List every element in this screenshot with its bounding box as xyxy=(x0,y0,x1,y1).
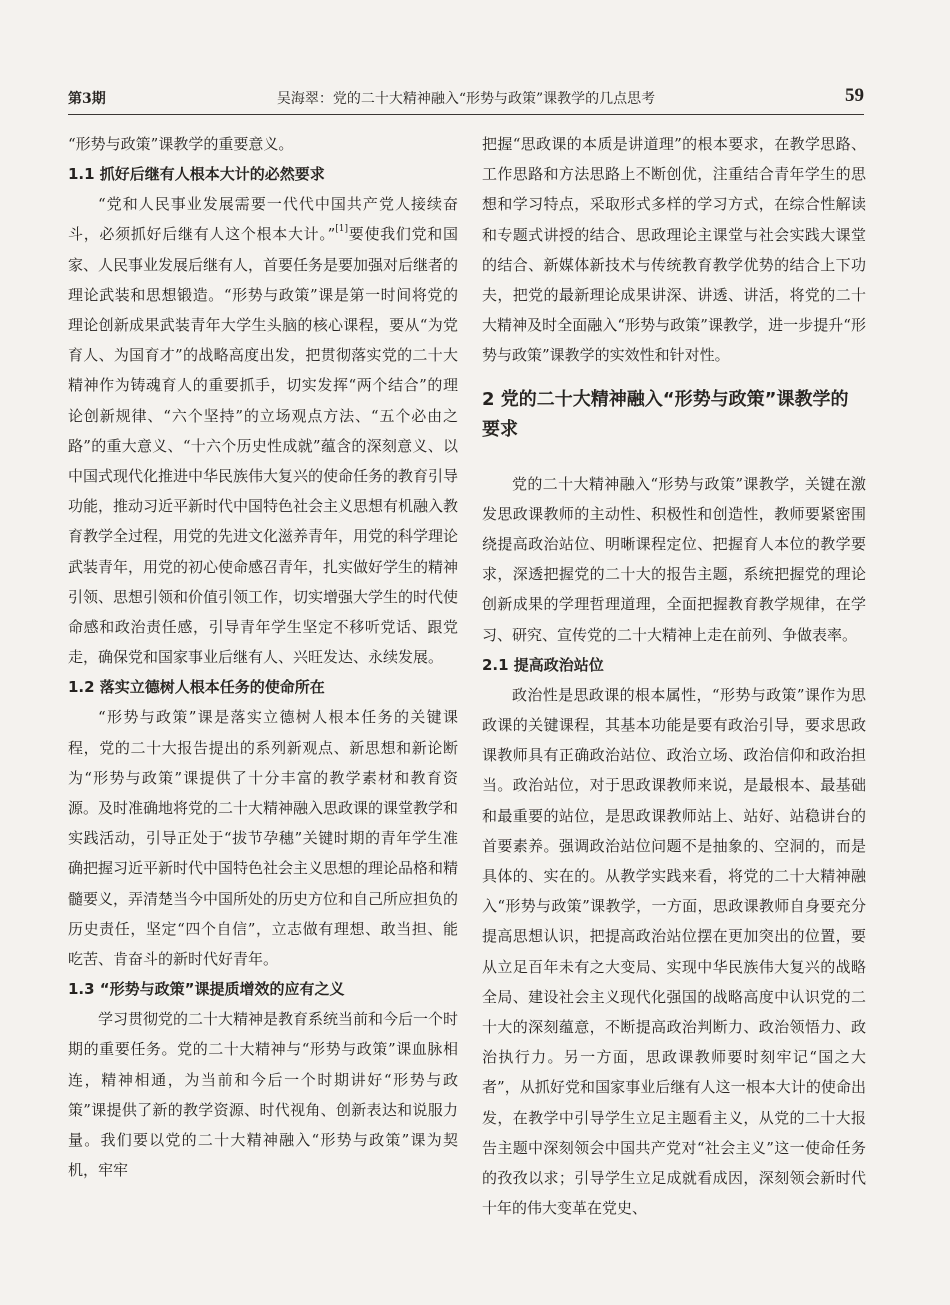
running-title: 吴海翠：党的二十大精神融入“形势与政策”课教学的几点思考 xyxy=(276,91,656,107)
paragraph-continued: “形势与政策”课教学的重要意义。 xyxy=(68,135,294,153)
running-header xyxy=(68,85,864,115)
paragraph-2-1: 政治性是思政课的根本属性，“形势与政策”课作为思政课的关键课程，其基本功能是要有政治引导，要求思政课教师具有正确政治站位、政治立场、政治信仰和政治担当。政治站位，对于思政课教师来说，是最根本、最基础和最重要的站位，是思政课教师站上、站好、站稳讲台的首要素养。强调政治站位问题不是抽象的、空洞的，而是具体的、实在的。从教学实践来看，将党的二十大精神融入“形势与政策”课教学，一方面，思政课教师自身要充分提高思想认识，把提高政治站位摆在更加突出的位置，要从立足百年未有之大变局、实现中华民族伟大复兴的战略全局、建设社会主义现代化强国的战略高度中认识党的二十大的深刻蕴意，不断提高政治判断力、政治领悟力、政治执行力。另一方面，思政课教师要时刻牢记“国之大者”，从抓好党和国家事业后继有人这一根本大计的使命出发，在教学中引导学生立足主题看主义，从党的二十大报告主题中深刻领会中国共产党对“社会主义”这一使命任务的孜孜以求；引导学生立足成就看成因，深刻领会新时代十年的伟大变革在党史、 xyxy=(482,685,866,1218)
paragraph-text: 要使我们党和国家、人民事业发展后继有人，首要任务是要加强对后继者的理论武装和思想锻造。“形势与政策”课是第一时间将党的理论创新成果武装青年大学生头脑的核心课程，要从“为党育人、为国育才”的战略高度出发，把贯彻落实党的二十大精神作为铸魂育人的重要抓手，切实发挥“两个结合”的理论创新规律、“六个坚持”的立场观点方法、“五个必由之路”的重大意义、“十六个历史性成就”蕴含的深刻意义、以中国式现代化推进中华民族伟大复兴的使命任务的教育引导功能，推动习近平新时代中国特色社会主义思想有机融入教育教学全过程，用党的先进文化滋养青年，用党的科学理论武装青年，用党的初心使命感召青年，扎实做好学生的精神引领、思想引领和价值引领工作，切实增强大学生的时代使命感和政治责任感，引导青年学生坚定不移听党话、跟党走，确保党和国家事业后继有人、兴旺发达、永续发展。 xyxy=(68,225,459,667)
citation-ref: [1] xyxy=(335,224,349,235)
section-heading-1-1: 1.1 抓好后继有人根本大计的必然要求 xyxy=(68,165,325,184)
paragraph-1-3: 学习贯彻党的二十大精神是教育系统当前和今后一个时期的重要任务。党的二十大精神与“形势与政策”课血脉相连，精神相通，为当前和今后一个时期讲好“形势与政策”课提供了新的教学资源、时代视角、创新表达和说服力量。我们要以党的二十大精神融入“形势与政策”课为契机，牢牢 xyxy=(68,1010,459,1180)
right-column xyxy=(482,129,866,1224)
paragraph-1-2: “形势与政策”课是落实立德树人根本任务的关键课程，党的二十大报告提出的系列新观点、新思想和新论断为“形势与政策”课提供了十分丰富的教学素材和教育资源。及时准确地将党的二十大精神融入思政课的课堂教学和实践活动，引导正处于“拔节孕穗”关键时期的青年学生准确把握习近平新时代中国特色社会主义思想的理论品格和精髓要义，弄清楚当今中国所处的历史方位和自己所应担负的历史责任，坚定“四个自信”，立志做有理想、敢当担、能吃苦、肯奋斗的新时代好青年。 xyxy=(68,708,459,969)
chapter-heading-2: 2 党的二十大精神融入“形势与政策”课教学的要求 xyxy=(482,388,849,440)
paragraph-2: 党的二十大精神融入“形势与政策”课教学，关键在激发思政课教师的主动性、积极性和创造性，教师要紧密围绕提高政治站位、明晰课程定位、把握育人本位的教学要求，深透把握党的二十大的报告主题，系统把握党的理论创新成果的学理哲理道理，全面把握教育教学规律，在学习、研究、宣传党的二十大精神上走在前列、争做表率。 xyxy=(482,474,866,644)
section-heading-1-2: 1.2 落实立德树人根本任务的使命所在 xyxy=(68,678,325,697)
page-number: 59 xyxy=(845,85,864,106)
left-column xyxy=(68,129,458,1186)
quote-text: “党和人民事业发展需要一代代中国共产党人接续奋斗，必须抓好后继有人这个根本大计。” xyxy=(68,195,458,244)
issue-number: 第3期 xyxy=(68,91,106,107)
paragraph-1-1 xyxy=(68,189,458,672)
section-heading-2-1: 2.1 提高政治站位 xyxy=(482,655,604,674)
section-heading-1-3: 1.3 “形势与政策”课提质增效的应有之义 xyxy=(68,980,345,999)
paragraph-continued: 把握“思政课的本质是讲道理”的根本要求，在教学思路、工作思路和方法思路上不断创优，注重结合青年学生的思想和学习特点，采取形式多样的学习方式，在综合性解读和专题式讲授的结合、思政理论主课堂与社会实践大课堂的结合、新媒体新技术与传统教育教学优势的结合上下功夫，把党的最新理论成果讲深、讲透、讲活，将党的二十大精神及时全面融入“形势与政策”课教学，进一步提升“形势与政策”课教学的实效性和针对性。 xyxy=(482,135,866,365)
